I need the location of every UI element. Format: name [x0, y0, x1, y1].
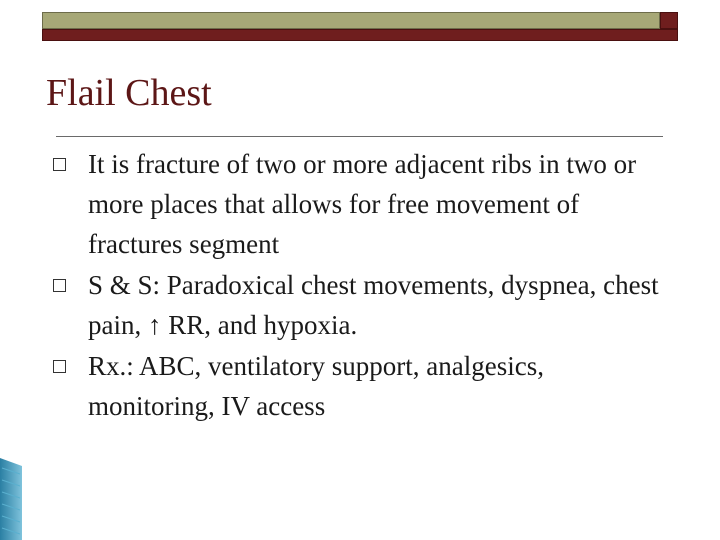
square-bullet-icon: [53, 158, 66, 171]
bullet-item: [52, 346, 672, 426]
square-bullet-icon: [53, 360, 66, 373]
side-accent-graphic: [0, 458, 22, 540]
header-band-corner: [660, 12, 678, 29]
square-bullet-icon: [53, 279, 66, 292]
bullet-list: [52, 144, 672, 427]
bullet-text: It is fracture of two or more adjacent ribs in two or more places that allows for free movement of fractures segment: [88, 149, 637, 259]
bullet-item: [52, 265, 672, 345]
bullet-text: S & S: Paradoxical chest movements, dyspnea, chest pain, ↑ RR, and hypoxia.: [88, 270, 659, 340]
header-band-olive: [42, 12, 660, 29]
bullet-item: [52, 144, 672, 264]
title-divider: [56, 136, 663, 137]
bullet-text: Rx.: ABC, ventilatory support, analgesics, monitoring, IV access: [88, 351, 544, 421]
slide-title: Flail Chest: [46, 72, 212, 114]
header-band: [42, 12, 678, 42]
header-band-dark: [42, 29, 678, 41]
